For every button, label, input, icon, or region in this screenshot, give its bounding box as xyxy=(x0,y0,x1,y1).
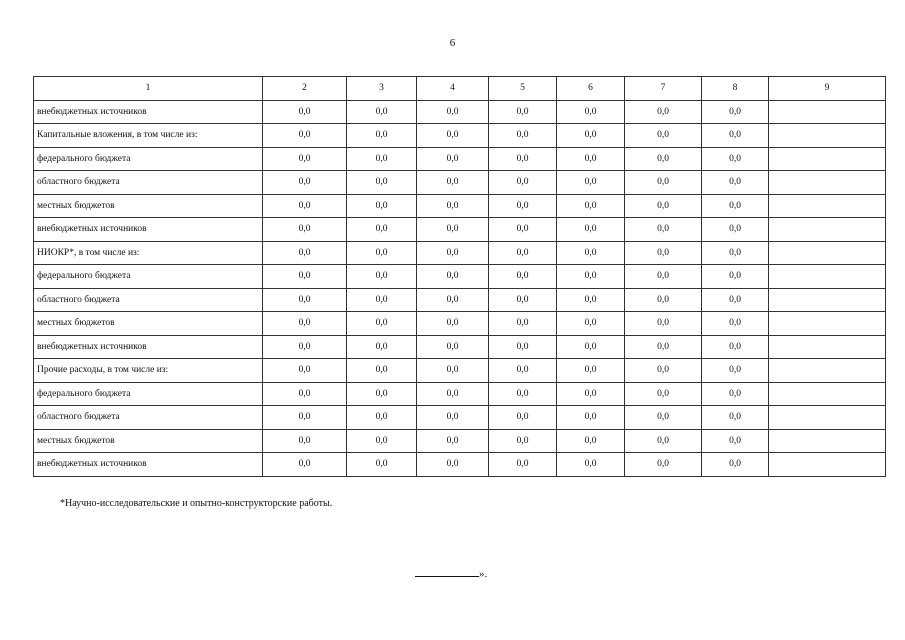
table-cell: 0,0 xyxy=(263,100,347,124)
table-cell: 0,0 xyxy=(702,218,769,242)
table-row xyxy=(34,382,886,406)
table-cell: 0,0 xyxy=(489,194,557,218)
column-header: 5 xyxy=(489,77,557,101)
table-row xyxy=(34,288,886,312)
table-row xyxy=(34,124,886,148)
row-label: федерального бюджета xyxy=(34,147,263,171)
table-cell: 0,0 xyxy=(702,171,769,195)
table-cell: 0,0 xyxy=(625,382,702,406)
table-cell: 0,0 xyxy=(417,288,489,312)
row-label: областного бюджета xyxy=(34,288,263,312)
row-label: внебюджетных источников xyxy=(34,218,263,242)
closing-quote-mark: ». xyxy=(479,568,488,580)
table-cell: 0,0 xyxy=(625,335,702,359)
table-cell: 0,0 xyxy=(263,218,347,242)
table-cell: 0,0 xyxy=(702,359,769,383)
column-header: 4 xyxy=(417,77,489,101)
table-cell xyxy=(769,429,886,453)
table-cell: 0,0 xyxy=(347,147,417,171)
table-cell: 0,0 xyxy=(347,241,417,265)
table-cell: 0,0 xyxy=(702,241,769,265)
table-cell xyxy=(769,241,886,265)
table-cell: 0,0 xyxy=(625,429,702,453)
table-cell: 0,0 xyxy=(347,218,417,242)
page-number: 6 xyxy=(449,37,456,49)
table-cell: 0,0 xyxy=(489,100,557,124)
table-cell xyxy=(769,453,886,477)
table-cell: 0,0 xyxy=(263,382,347,406)
table-row xyxy=(34,194,886,218)
table-cell: 0,0 xyxy=(625,453,702,477)
column-header: 8 xyxy=(702,77,769,101)
table-cell: 0,0 xyxy=(417,218,489,242)
table-body xyxy=(34,100,886,476)
table-cell: 0,0 xyxy=(417,100,489,124)
table-row xyxy=(34,218,886,242)
table-row xyxy=(34,312,886,336)
table-cell: 0,0 xyxy=(489,124,557,148)
table-cell: 0,0 xyxy=(489,218,557,242)
table-cell: 0,0 xyxy=(263,124,347,148)
table-cell: 0,0 xyxy=(557,312,625,336)
table-cell: 0,0 xyxy=(702,453,769,477)
table-cell: 0,0 xyxy=(702,124,769,148)
row-label: внебюджетных источников xyxy=(34,335,263,359)
table-cell: 0,0 xyxy=(263,194,347,218)
row-label: НИОКР*, в том числе из: xyxy=(34,241,263,265)
table-cell: 0,0 xyxy=(702,288,769,312)
table-cell: 0,0 xyxy=(347,429,417,453)
row-label: областного бюджета xyxy=(34,171,263,195)
table-cell: 0,0 xyxy=(347,288,417,312)
table-cell: 0,0 xyxy=(489,241,557,265)
table-cell: 0,0 xyxy=(557,382,625,406)
table-cell: 0,0 xyxy=(417,453,489,477)
table-cell: 0,0 xyxy=(557,241,625,265)
table-cell: 0,0 xyxy=(557,335,625,359)
table-cell: 0,0 xyxy=(347,359,417,383)
row-label: местных бюджетов xyxy=(34,194,263,218)
table-cell: 0,0 xyxy=(625,265,702,289)
table-row xyxy=(34,335,886,359)
table-cell xyxy=(769,288,886,312)
table-cell: 0,0 xyxy=(417,124,489,148)
table-cell: 0,0 xyxy=(625,312,702,336)
table-cell xyxy=(769,171,886,195)
table-cell: 0,0 xyxy=(347,312,417,336)
column-header: 7 xyxy=(625,77,702,101)
table-cell: 0,0 xyxy=(417,241,489,265)
table-cell xyxy=(769,100,886,124)
table-cell: 0,0 xyxy=(347,265,417,289)
table-row xyxy=(34,359,886,383)
table-cell xyxy=(769,359,886,383)
table-cell: 0,0 xyxy=(557,453,625,477)
table-row xyxy=(34,171,886,195)
table-cell: 0,0 xyxy=(489,335,557,359)
table-cell: 0,0 xyxy=(489,288,557,312)
row-label: областного бюджета xyxy=(34,406,263,430)
table-cell: 0,0 xyxy=(263,312,347,336)
table-cell: 0,0 xyxy=(489,359,557,383)
table-cell: 0,0 xyxy=(347,100,417,124)
table-row xyxy=(34,147,886,171)
table-cell xyxy=(769,218,886,242)
table-cell: 0,0 xyxy=(263,288,347,312)
table-cell: 0,0 xyxy=(489,147,557,171)
column-header: 2 xyxy=(263,77,347,101)
table-cell: 0,0 xyxy=(263,335,347,359)
table-cell: 0,0 xyxy=(417,265,489,289)
budget-table xyxy=(33,76,886,477)
table-cell: 0,0 xyxy=(489,429,557,453)
table-cell: 0,0 xyxy=(557,218,625,242)
table-cell: 0,0 xyxy=(347,382,417,406)
table-cell: 0,0 xyxy=(417,382,489,406)
table-row xyxy=(34,406,886,430)
row-label: Капитальные вложения, в том числе из: xyxy=(34,124,263,148)
table-cell: 0,0 xyxy=(702,194,769,218)
table-row xyxy=(34,453,886,477)
table-cell: 0,0 xyxy=(702,406,769,430)
table-cell: 0,0 xyxy=(625,171,702,195)
column-header: 3 xyxy=(347,77,417,101)
blank-underline xyxy=(415,566,479,577)
table-cell xyxy=(769,335,886,359)
table-cell: 0,0 xyxy=(263,359,347,383)
row-label: федерального бюджета xyxy=(34,382,263,406)
table-cell: 0,0 xyxy=(557,265,625,289)
table-row xyxy=(34,265,886,289)
table-cell: 0,0 xyxy=(263,265,347,289)
table-cell: 0,0 xyxy=(417,194,489,218)
table-cell: 0,0 xyxy=(625,124,702,148)
row-label: федерального бюджета xyxy=(34,265,263,289)
table-cell: 0,0 xyxy=(557,194,625,218)
table-cell: 0,0 xyxy=(625,194,702,218)
table-cell: 0,0 xyxy=(347,171,417,195)
table-cell: 0,0 xyxy=(489,453,557,477)
table-cell: 0,0 xyxy=(489,312,557,336)
table-cell: 0,0 xyxy=(347,453,417,477)
table-cell: 0,0 xyxy=(557,288,625,312)
table-cell: 0,0 xyxy=(702,147,769,171)
table-cell: 0,0 xyxy=(417,171,489,195)
table-cell: 0,0 xyxy=(702,312,769,336)
table-cell: 0,0 xyxy=(557,406,625,430)
table-header-row xyxy=(34,77,886,101)
table-cell xyxy=(769,124,886,148)
table-cell: 0,0 xyxy=(625,406,702,430)
table-cell: 0,0 xyxy=(557,171,625,195)
table-cell: 0,0 xyxy=(417,359,489,383)
table-cell: 0,0 xyxy=(702,429,769,453)
row-label: местных бюджетов xyxy=(34,429,263,453)
table-cell: 0,0 xyxy=(557,100,625,124)
table-cell: 0,0 xyxy=(625,100,702,124)
table-cell: 0,0 xyxy=(625,288,702,312)
table-cell: 0,0 xyxy=(702,265,769,289)
table-cell: 0,0 xyxy=(417,429,489,453)
column-header: 6 xyxy=(557,77,625,101)
table-cell xyxy=(769,382,886,406)
table-cell: 0,0 xyxy=(702,335,769,359)
column-header: 1 xyxy=(34,77,263,101)
row-label: местных бюджетов xyxy=(34,312,263,336)
table-cell: 0,0 xyxy=(489,265,557,289)
column-header: 9 xyxy=(769,77,886,101)
table-cell xyxy=(769,406,886,430)
table-cell: 0,0 xyxy=(347,406,417,430)
table-cell: 0,0 xyxy=(263,171,347,195)
table-cell: 0,0 xyxy=(702,382,769,406)
table-cell: 0,0 xyxy=(489,382,557,406)
table-cell xyxy=(769,147,886,171)
table-row xyxy=(34,429,886,453)
table-cell: 0,0 xyxy=(557,429,625,453)
row-label: внебюджетных источников xyxy=(34,100,263,124)
table-cell xyxy=(769,194,886,218)
table-cell: 0,0 xyxy=(489,171,557,195)
row-label: внебюджетных источников xyxy=(34,453,263,477)
table-cell: 0,0 xyxy=(557,359,625,383)
table-cell: 0,0 xyxy=(263,453,347,477)
table-cell: 0,0 xyxy=(263,429,347,453)
table-cell: 0,0 xyxy=(347,335,417,359)
table-cell: 0,0 xyxy=(489,406,557,430)
table-cell xyxy=(769,312,886,336)
table-cell: 0,0 xyxy=(557,147,625,171)
table-cell: 0,0 xyxy=(347,194,417,218)
table-cell: 0,0 xyxy=(702,100,769,124)
table-cell: 0,0 xyxy=(557,124,625,148)
table-cell: 0,0 xyxy=(417,335,489,359)
table-cell: 0,0 xyxy=(625,241,702,265)
table-cell: 0,0 xyxy=(625,147,702,171)
table-cell: 0,0 xyxy=(417,147,489,171)
table-cell: 0,0 xyxy=(417,406,489,430)
table-cell: 0,0 xyxy=(263,241,347,265)
closing-signature-line xyxy=(415,566,487,580)
table-cell: 0,0 xyxy=(417,312,489,336)
table-cell: 0,0 xyxy=(263,147,347,171)
table-row xyxy=(34,100,886,124)
table-row xyxy=(34,241,886,265)
table-cell xyxy=(769,265,886,289)
row-label: Прочие расходы, в том числе из: xyxy=(34,359,263,383)
table-cell: 0,0 xyxy=(625,359,702,383)
table-cell: 0,0 xyxy=(347,124,417,148)
footnote: *Научно-исследовательские и опытно-конструкторские работы. xyxy=(60,498,333,509)
table-cell: 0,0 xyxy=(263,406,347,430)
table-cell: 0,0 xyxy=(625,218,702,242)
